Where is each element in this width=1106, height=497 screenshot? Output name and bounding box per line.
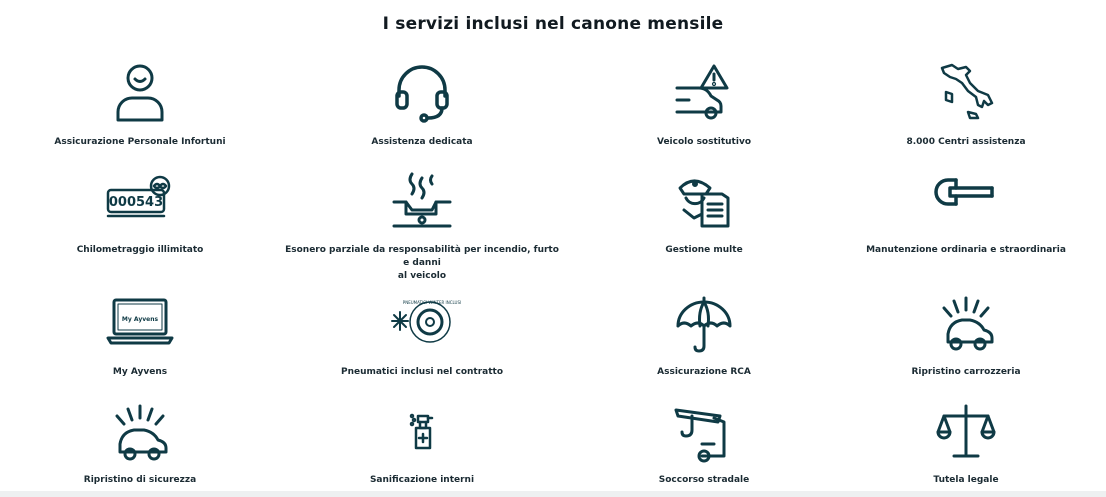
page-title: I servizi inclusi nel canone mensile (382, 14, 724, 34)
service-label: My Ayvens (112, 367, 168, 377)
car-safety-icon (110, 404, 170, 464)
service-label (284, 244, 560, 283)
service-label-line1: Esonero parziale da responsabilità per incendio, furto e danni (285, 245, 559, 268)
service-label: Pneumatici inclusi nel contratto (340, 367, 504, 377)
spray-bottle-icon (392, 404, 452, 464)
police-fine-icon (674, 170, 734, 230)
service-label: Tutela legale (933, 475, 999, 485)
service-label: Ripristino carrozzeria (911, 367, 1021, 377)
scales-icon (936, 404, 996, 464)
car-body-repair-icon (936, 294, 996, 354)
service-label: Veicolo sostitutivo (656, 137, 751, 147)
tyre-text: PNEUMATICI WINTER INCLUSI (402, 300, 462, 305)
service-label-line2: al veicolo (397, 271, 447, 281)
bottom-scroll-edge (0, 491, 1106, 497)
service-label: 8.000 Centri assistenza (906, 137, 1026, 147)
service-label: Ripristino di sicurezza (83, 475, 197, 485)
headset-icon (392, 62, 452, 122)
service-label: Assicurazione RCA (657, 367, 751, 377)
service-label: Chilometraggio illimitato (76, 245, 204, 255)
winter-tyre-icon (392, 294, 462, 354)
wrench-icon (936, 170, 996, 230)
odometer-value: 000543 (108, 195, 164, 210)
service-label: Assicurazione Personale Infortuni (54, 137, 226, 147)
tow-truck-icon (674, 404, 734, 464)
odometer-icon (110, 170, 170, 230)
service-label: Sanificazione interni (369, 475, 475, 485)
service-label: Gestione multe (665, 245, 743, 255)
screen-text: My Ayvens (121, 316, 159, 323)
service-label: Assistenza dedicata (371, 137, 473, 147)
service-label: Soccorso stradale (658, 475, 750, 485)
car-fire-icon (392, 170, 452, 230)
italy-map-icon (936, 62, 996, 122)
service-label: Manutenzione ordinaria e straordinaria (866, 245, 1066, 255)
car-warning-icon (674, 62, 734, 122)
laptop-icon (110, 294, 170, 354)
umbrella-icon (674, 294, 734, 354)
person-icon (110, 62, 170, 122)
